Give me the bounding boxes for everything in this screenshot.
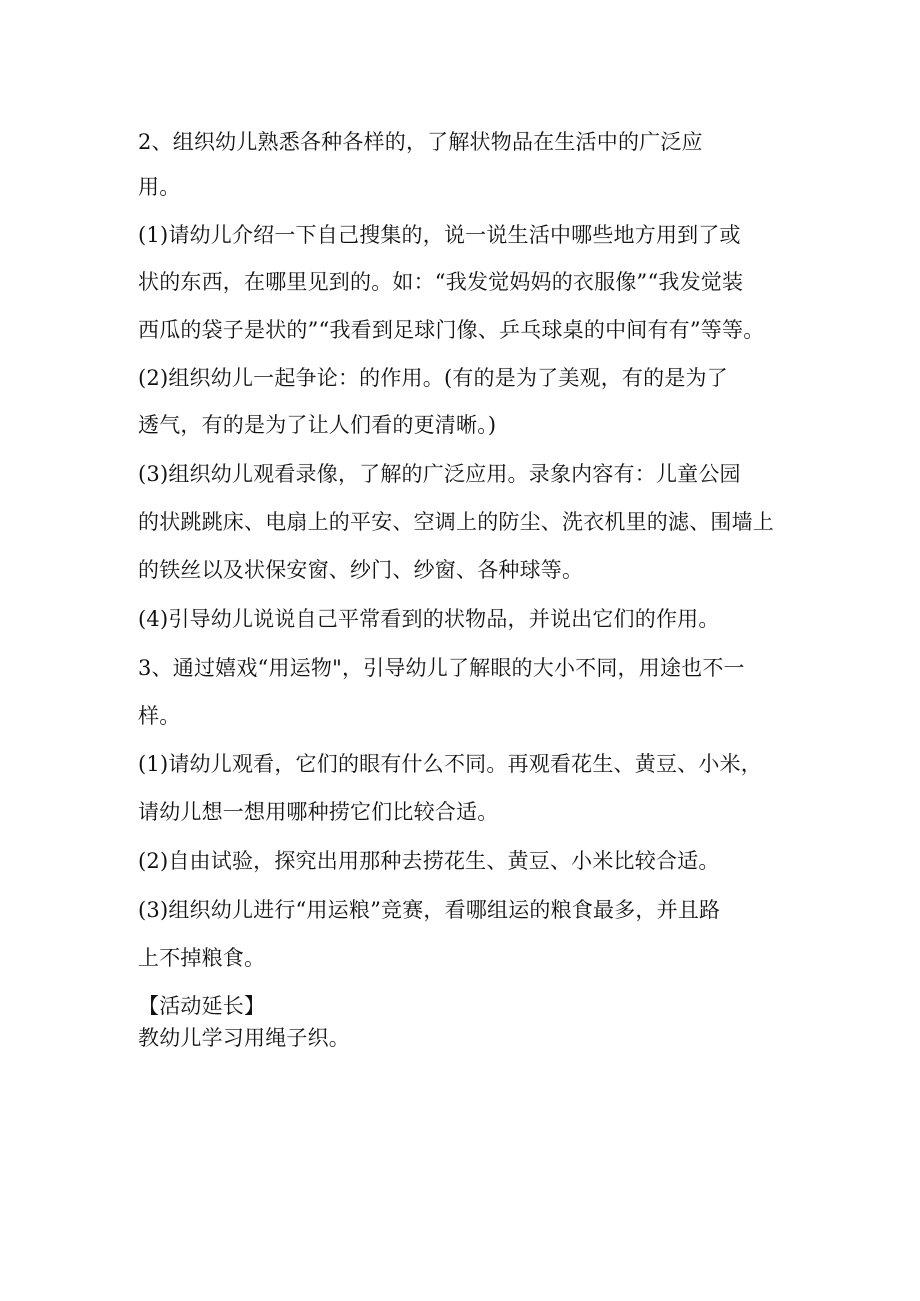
step-3-2-line-1: (2)自由试验，探究出用那种去捞花生、黄豆、小米比较合适。 [138, 849, 720, 873]
step-2-1-line-2: 状的东西，在哪里见到的。如：“我发觉妈妈的衣服像”“我发觉装 [138, 270, 744, 294]
step-2-3-line-2: 的状跳跳床、电扇上的平安、空调上的防尘、洗衣机里的滤、围墙上 [138, 510, 774, 534]
step-3-3-line-2: 上不掉粮食。 [138, 946, 266, 970]
section-heading-activity-extension: 【活动延长】 [138, 994, 266, 1018]
step-2-3-line-1: (3)组织幼儿观看录像，了解的广泛应用。录象内容有：儿童公园 [138, 462, 741, 486]
step-2-4-line-1: (4)引导幼儿说说自己平常看到的状物品，并说出它们的作用。 [138, 607, 720, 631]
step-2-line-1: 2、组织幼儿熟悉各种各样的，了解状物品在生活中的广泛应 [138, 130, 703, 154]
step-2-1-line-3: 西瓜的袋子是状的”“我看到足球门像、乒乓球桌的中间有有”等等。 [138, 318, 765, 342]
step-2-1-line-1: (1)请幼儿介绍一下自己搜集的，说一说生活中哪些地方用到了或 [138, 223, 741, 247]
step-3-line-2: 样。 [138, 704, 181, 728]
step-2-2-line-2: 透气，有的是为了让人们看的更清晰。) [138, 413, 497, 437]
step-2-2-line-1: (2)组织幼儿一起争论：的作用。(有的是为了美观，有的是为了 [138, 366, 728, 390]
step-3-3-line-1: (3)组织幼儿进行“用运粮”竞赛，看哪组运的粮食最多，并且路 [138, 898, 721, 922]
activity-extension-text: 教幼儿学习用绳子织。 [138, 1026, 350, 1050]
step-2-line-2: 用。 [138, 175, 181, 199]
step-3-line-1: 3、通过嬉戏“用运物"，引导幼儿了解眼的大小不同，用途也不一 [138, 656, 745, 680]
step-3-1-line-2: 请幼儿想一想用哪种捞它们比较合适。 [138, 800, 499, 824]
step-3-1-line-1: (1)请幼儿观看，它们的眼有什么不同。再观看花生、黄豆、小米， [138, 752, 762, 776]
step-2-3-line-3: 的铁丝以及状保安窗、纱门、纱窗、各种球等。 [138, 558, 584, 582]
